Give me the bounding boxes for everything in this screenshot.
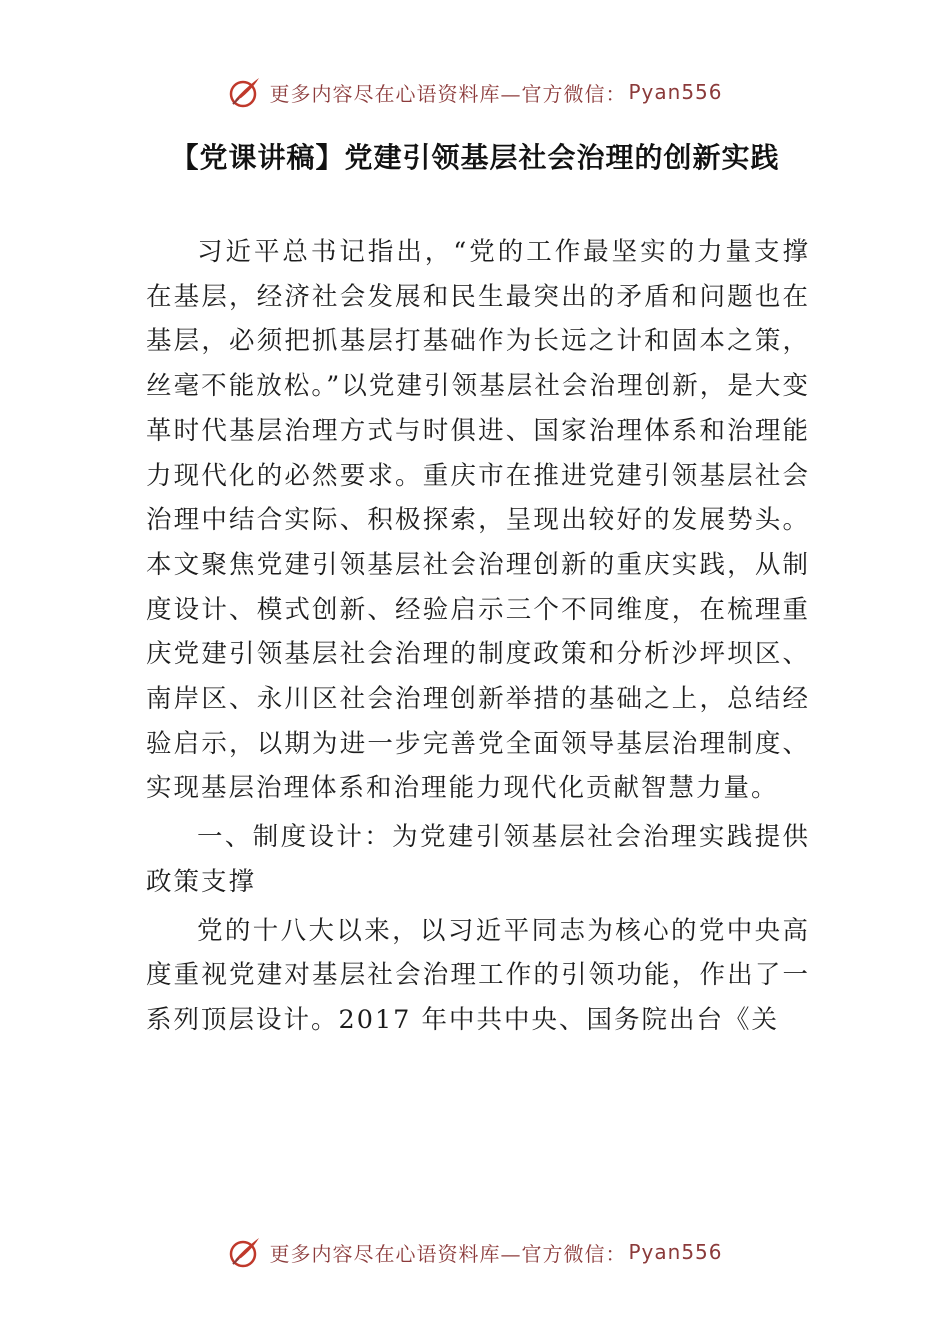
section-heading-1: 一、制度设计：为党建引领基层社会治理实践提供政策支撑 [146, 822, 810, 897]
watermark-account: Pyan556 [628, 80, 723, 104]
paragraph-intro: 习近平总书记指出，“党的工作最坚实的力量支撑在基层，经济社会发展和民生最突出的矛盾和问题也在基层，必须把抓基层打基础作为长远之计和固本之策，丝毫不能放松。”以党建引领基层社会治理创新，是大变革时代基层治理方式与时俱进、国家治理体系和治理能力现代化的必然要求。重庆市在推进党建引领基层社会治理中结合实际、积极探索，呈现出较好的发展势头。本文聚焦党建引领基层社会治理创新的重庆实践，从制度设计、模式创新、经验启示三个不同维度，在梳理重庆党建引领基层社会治理的制度政策和分析沙坪坝区、南岸区、永川区社会治理创新举措的基础之上，总结经验启示，以期为进一步完善党全面领导基层治理制度、实现基层治理体系和治理能力现代化贡献智慧力量。 [146, 237, 810, 804]
quill-pen-logo-icon [227, 74, 263, 110]
watermark-text: 更多内容尽在心语资料库—官方微信： [269, 1241, 627, 1266]
paragraph-section-1: 党的十八大以来，以习近平同志为核心的党中央高度重视党建对基层社会治理工作的引领功能，作出了一系列顶层设计。2017 年中共中央、国务院出台《关 [146, 915, 810, 1035]
document-body [146, 230, 810, 1043]
watermark-text: 更多内容尽在心语资料库—官方微信： [269, 81, 627, 106]
quill-pen-logo-icon [227, 1234, 263, 1270]
document-title: 【党课讲稿】党建引领基层社会治理的创新实践 [170, 141, 780, 174]
watermark-footer [0, 1230, 950, 1274]
watermark-header [0, 70, 950, 114]
watermark-account: Pyan556 [628, 1240, 723, 1264]
